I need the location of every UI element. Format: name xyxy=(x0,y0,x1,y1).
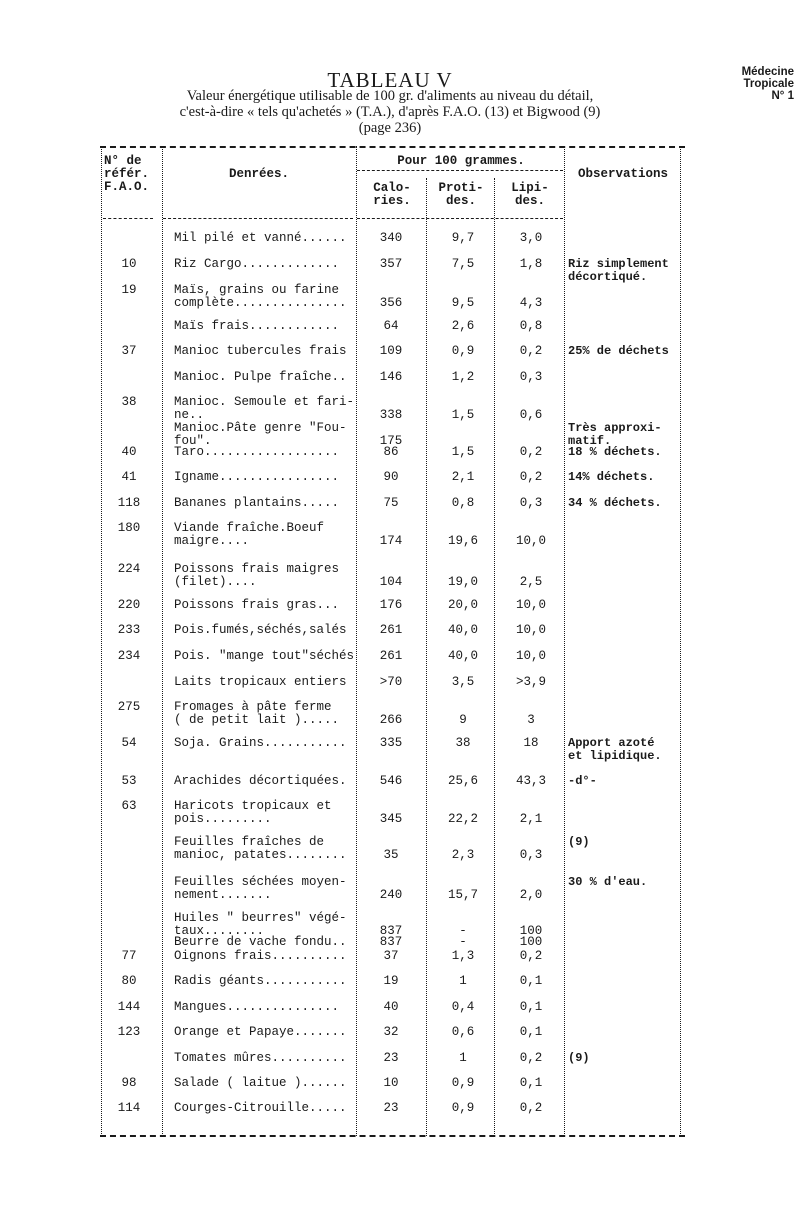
lipides-cell: 43,3 xyxy=(515,774,546,788)
protides-cell: 15,7 xyxy=(447,888,478,902)
ref-cell: 77 xyxy=(121,949,137,963)
calories-cell: 90 xyxy=(383,470,399,484)
food-name-cell: Haricots tropicaux et pois......... xyxy=(174,799,332,826)
protides-cell: 0,9 xyxy=(451,1076,475,1090)
calories-cell: 356 xyxy=(379,296,403,310)
ref-cell: 114 xyxy=(117,1101,141,1115)
ref-cell: 180 xyxy=(117,521,141,535)
calories-cell: 32 xyxy=(383,1025,399,1039)
observations-cell: 25% de déchets xyxy=(568,344,669,358)
ref-cell: 54 xyxy=(121,736,137,750)
corner-line-2: Tropicale xyxy=(743,78,794,90)
ref-cell: 118 xyxy=(117,496,141,510)
corner-line-3: N° 1 xyxy=(771,90,794,102)
lipides-cell: 2,1 xyxy=(519,812,543,826)
table-bottom-rule xyxy=(100,1135,685,1139)
food-name-cell: Viande fraîche.Boeuf maigre.... xyxy=(174,521,325,548)
calories-cell: 837 xyxy=(379,924,403,938)
column-divider xyxy=(426,178,427,1136)
protides-cell: 0,9 xyxy=(451,1101,475,1115)
lipides-cell: 100 xyxy=(519,935,543,949)
observations-cell: (9) xyxy=(568,835,590,849)
calories-cell: 335 xyxy=(379,736,403,750)
lipides-cell: 2,5 xyxy=(519,575,543,589)
header-food: Denrées. xyxy=(228,167,289,181)
observations-cell: 30 % d'eau. xyxy=(568,875,648,889)
header-lipides: Lipi- des. xyxy=(511,181,549,208)
protides-cell: 22,2 xyxy=(447,812,478,826)
lipides-cell: 0,2 xyxy=(519,1051,543,1065)
calories-cell: 345 xyxy=(379,812,403,826)
food-name-cell: Feuilles fraîches de manioc, patates........ xyxy=(174,835,347,862)
observations-cell: (9) xyxy=(568,1051,590,1065)
protides-cell: 0,9 xyxy=(451,344,475,358)
subtitle-line-2: c'est-à-dire « tels qu'achetés » (T.A.), d'après F.A.O. (13) et Bigwood (9) xyxy=(179,104,601,120)
calories-cell: 86 xyxy=(383,445,399,459)
lipides-cell: 3,0 xyxy=(519,231,543,245)
subtitle-line-3: (page 236) xyxy=(358,120,422,136)
protides-cell: - xyxy=(459,935,467,949)
header-calories: Calo- ries. xyxy=(373,181,411,208)
lipides-cell: 10,0 xyxy=(515,649,546,663)
calories-cell: 338 xyxy=(379,408,403,422)
observations-cell: 18 % déchets. xyxy=(568,445,662,459)
ref-cell: 19 xyxy=(121,283,137,297)
food-name-cell: Oignons frais.......... xyxy=(174,949,347,963)
protides-cell: 1,5 xyxy=(451,445,475,459)
protides-cell: 19,6 xyxy=(447,534,478,548)
food-name-cell: Arachides décortiquées. xyxy=(174,774,347,788)
lipides-cell: 3 xyxy=(527,713,535,727)
lipides-cell: 0,3 xyxy=(519,848,543,862)
observations-cell: -d°- xyxy=(568,774,597,788)
calories-cell: 19 xyxy=(383,974,399,988)
header-per-100g: Pour 100 grammes. xyxy=(397,154,525,168)
lipides-cell: 0,1 xyxy=(519,1025,543,1039)
food-name-cell: Fromages à pâte ferme ( de petit lait )..... xyxy=(174,700,340,727)
column-divider xyxy=(356,146,357,1136)
food-name-cell: Bananes plantains..... xyxy=(174,496,340,510)
table-subtitle xyxy=(0,88,780,136)
food-name-cell: Orange et Papaye....... xyxy=(174,1025,347,1039)
lipides-cell: 0,6 xyxy=(519,408,543,422)
calories-cell: 23 xyxy=(383,1051,399,1065)
protides-cell: 1,2 xyxy=(451,370,475,384)
food-name-cell: Poissons frais maigres (filet).... xyxy=(174,562,340,589)
ref-cell: 40 xyxy=(121,445,137,459)
lipides-cell: 18 xyxy=(523,736,539,750)
column-divider xyxy=(162,146,163,1136)
food-name-cell: Courges-Citrouille..... xyxy=(174,1101,347,1115)
protides-cell: 19,0 xyxy=(447,575,478,589)
protides-cell: 0,6 xyxy=(451,1025,475,1039)
observations-cell: 34 % déchets. xyxy=(568,496,662,510)
table-top-rule xyxy=(100,146,685,150)
calories-cell: 40 xyxy=(383,1000,399,1014)
protides-cell: 2,1 xyxy=(451,470,475,484)
calories-cell: 546 xyxy=(379,774,403,788)
protides-cell: 0,4 xyxy=(451,1000,475,1014)
food-name-cell: Taro.................. xyxy=(174,445,340,459)
corner-line-1: Médecine xyxy=(741,66,794,78)
protides-cell: - xyxy=(459,924,467,938)
food-name-cell: Poissons frais gras... xyxy=(174,598,340,612)
lipides-cell: 4,3 xyxy=(519,296,543,310)
calories-cell: 23 xyxy=(383,1101,399,1115)
protides-cell: 0,8 xyxy=(451,496,475,510)
lipides-cell: 10,0 xyxy=(515,598,546,612)
protides-cell: 1 xyxy=(459,974,467,988)
lipides-cell: 100 xyxy=(519,924,543,938)
lipides-cell: >3,9 xyxy=(515,675,546,689)
calories-cell: 240 xyxy=(379,888,403,902)
ref-cell: 220 xyxy=(117,598,141,612)
ref-cell: 144 xyxy=(117,1000,141,1014)
food-name-cell: Radis géants........... xyxy=(174,974,347,988)
protides-cell: 1 xyxy=(459,1051,467,1065)
lipides-cell: 0,2 xyxy=(519,949,543,963)
calories-cell: 104 xyxy=(379,575,403,589)
lipides-cell: 0,2 xyxy=(519,344,543,358)
calories-cell: 10 xyxy=(383,1076,399,1090)
header-observations: Observations xyxy=(577,167,668,181)
lipides-cell: 0,3 xyxy=(519,496,543,510)
calories-cell: 75 xyxy=(383,496,399,510)
protides-cell: 20,0 xyxy=(447,598,478,612)
food-name-cell: Soja. Grains........... xyxy=(174,736,347,750)
calories-cell: 340 xyxy=(379,231,403,245)
food-name-cell: Pois.fumés,séchés,salés xyxy=(174,623,347,637)
protides-cell: 40,0 xyxy=(447,649,478,663)
calories-cell: 261 xyxy=(379,649,403,663)
lipides-cell: 2,0 xyxy=(519,888,543,902)
header-nutrient-rule xyxy=(357,218,563,219)
lipides-cell: 0,1 xyxy=(519,1076,543,1090)
calories-cell: 261 xyxy=(379,623,403,637)
food-name-cell: Pois. "mange tout"séchés xyxy=(174,649,355,663)
protides-cell: 1,3 xyxy=(451,949,475,963)
food-name-cell: Tomates mûres.......... xyxy=(174,1051,347,1065)
calories-cell: 64 xyxy=(383,319,399,333)
food-name-cell: Manioc tubercules frais xyxy=(174,344,347,358)
calories-cell: 35 xyxy=(383,848,399,862)
food-name-cell: Huiles " beurres" végé- taux........ xyxy=(174,911,347,938)
calories-cell: >70 xyxy=(379,675,403,689)
protides-cell: 9,7 xyxy=(451,231,475,245)
ref-cell: 233 xyxy=(117,623,141,637)
ref-cell: 98 xyxy=(121,1076,137,1090)
ref-cell: 80 xyxy=(121,974,137,988)
lipides-cell: 0,2 xyxy=(519,470,543,484)
lipides-cell: 0,3 xyxy=(519,370,543,384)
food-name-cell: Maïs frais............ xyxy=(174,319,340,333)
lipides-cell: 10,0 xyxy=(515,534,546,548)
observations-cell: Très approxi- matif. xyxy=(568,421,662,448)
calories-cell: 176 xyxy=(379,598,403,612)
food-name-cell: Feuilles séchées moyen- nement....... xyxy=(174,875,347,902)
observations-cell: Apport azoté et lipidique. xyxy=(568,736,662,763)
food-name-cell: Maïs, grains ou farine complète............... xyxy=(174,283,347,310)
header-food-rule xyxy=(163,218,353,219)
column-divider xyxy=(680,146,681,1136)
lipides-cell: 0,2 xyxy=(519,1101,543,1115)
header-ref: N° de référ. F.A.O. xyxy=(104,154,150,194)
calories-cell: 357 xyxy=(379,257,403,271)
ref-cell: 123 xyxy=(117,1025,141,1039)
subtitle-line-1: Valeur énergétique utilisable de 100 gr. d'aliments au niveau du détail, xyxy=(186,88,594,104)
calories-cell: 837 xyxy=(379,935,403,949)
ref-cell: 41 xyxy=(121,470,137,484)
header-per100-rule xyxy=(357,170,563,171)
protides-cell: 25,6 xyxy=(447,774,478,788)
header-protides: Proti- des. xyxy=(438,181,484,208)
food-name-cell: Mil pilé et vanné...... xyxy=(174,231,347,245)
food-name-cell: Manioc. Pulpe fraîche.. xyxy=(174,370,347,384)
ref-cell: 10 xyxy=(121,257,137,271)
protides-cell: 38 xyxy=(455,736,471,750)
protides-cell: 3,5 xyxy=(451,675,475,689)
protides-cell: 1,5 xyxy=(451,408,475,422)
protides-cell: 9 xyxy=(459,713,467,727)
food-name-cell: Riz Cargo............. xyxy=(174,257,340,271)
ref-cell: 37 xyxy=(121,344,137,358)
ref-cell: 224 xyxy=(117,562,141,576)
ref-cell: 38 xyxy=(121,395,137,409)
food-name-cell: Laits tropicaux entiers xyxy=(174,675,347,689)
food-name-cell: Beurre de vache fondu.. xyxy=(174,935,347,949)
calories-cell: 37 xyxy=(383,949,399,963)
ref-cell: 53 xyxy=(121,774,137,788)
protides-cell: 2,3 xyxy=(451,848,475,862)
protides-cell: 7,5 xyxy=(451,257,475,271)
calories-cell: 109 xyxy=(379,344,403,358)
table-title: TABLEAU V xyxy=(327,68,453,92)
protides-cell: 9,5 xyxy=(451,296,475,310)
observations-cell: 14% déchets. xyxy=(568,470,655,484)
ref-cell: 63 xyxy=(121,799,137,813)
lipides-cell: 0,8 xyxy=(519,319,543,333)
ref-cell: 275 xyxy=(117,700,141,714)
protides-cell: 2,6 xyxy=(451,319,475,333)
food-name-cell: Igname................ xyxy=(174,470,340,484)
observations-cell: Riz simplement décortiqué. xyxy=(568,257,669,284)
protides-cell: 40,0 xyxy=(447,623,478,637)
lipides-cell: 1,8 xyxy=(519,257,543,271)
calories-cell: 266 xyxy=(379,713,403,727)
column-divider xyxy=(101,146,102,1136)
ref-cell: 234 xyxy=(117,649,141,663)
calories-cell: 175 xyxy=(379,434,403,448)
food-name-cell: Manioc. Semoule et fari- ne.. xyxy=(174,395,355,422)
column-divider xyxy=(564,146,565,1136)
food-name-cell: Mangues............... xyxy=(174,1000,340,1014)
food-name-cell: Salade ( laitue )...... xyxy=(174,1076,347,1090)
calories-cell: 146 xyxy=(379,370,403,384)
calories-cell: 174 xyxy=(379,534,403,548)
header-ref-rule xyxy=(103,218,153,219)
lipides-cell: 10,0 xyxy=(515,623,546,637)
lipides-cell: 0,1 xyxy=(519,974,543,988)
lipides-cell: 0,2 xyxy=(519,445,543,459)
food-name-cell: Manioc.Pâte genre "Fou- fou". xyxy=(174,421,347,448)
lipides-cell: 0,1 xyxy=(519,1000,543,1014)
